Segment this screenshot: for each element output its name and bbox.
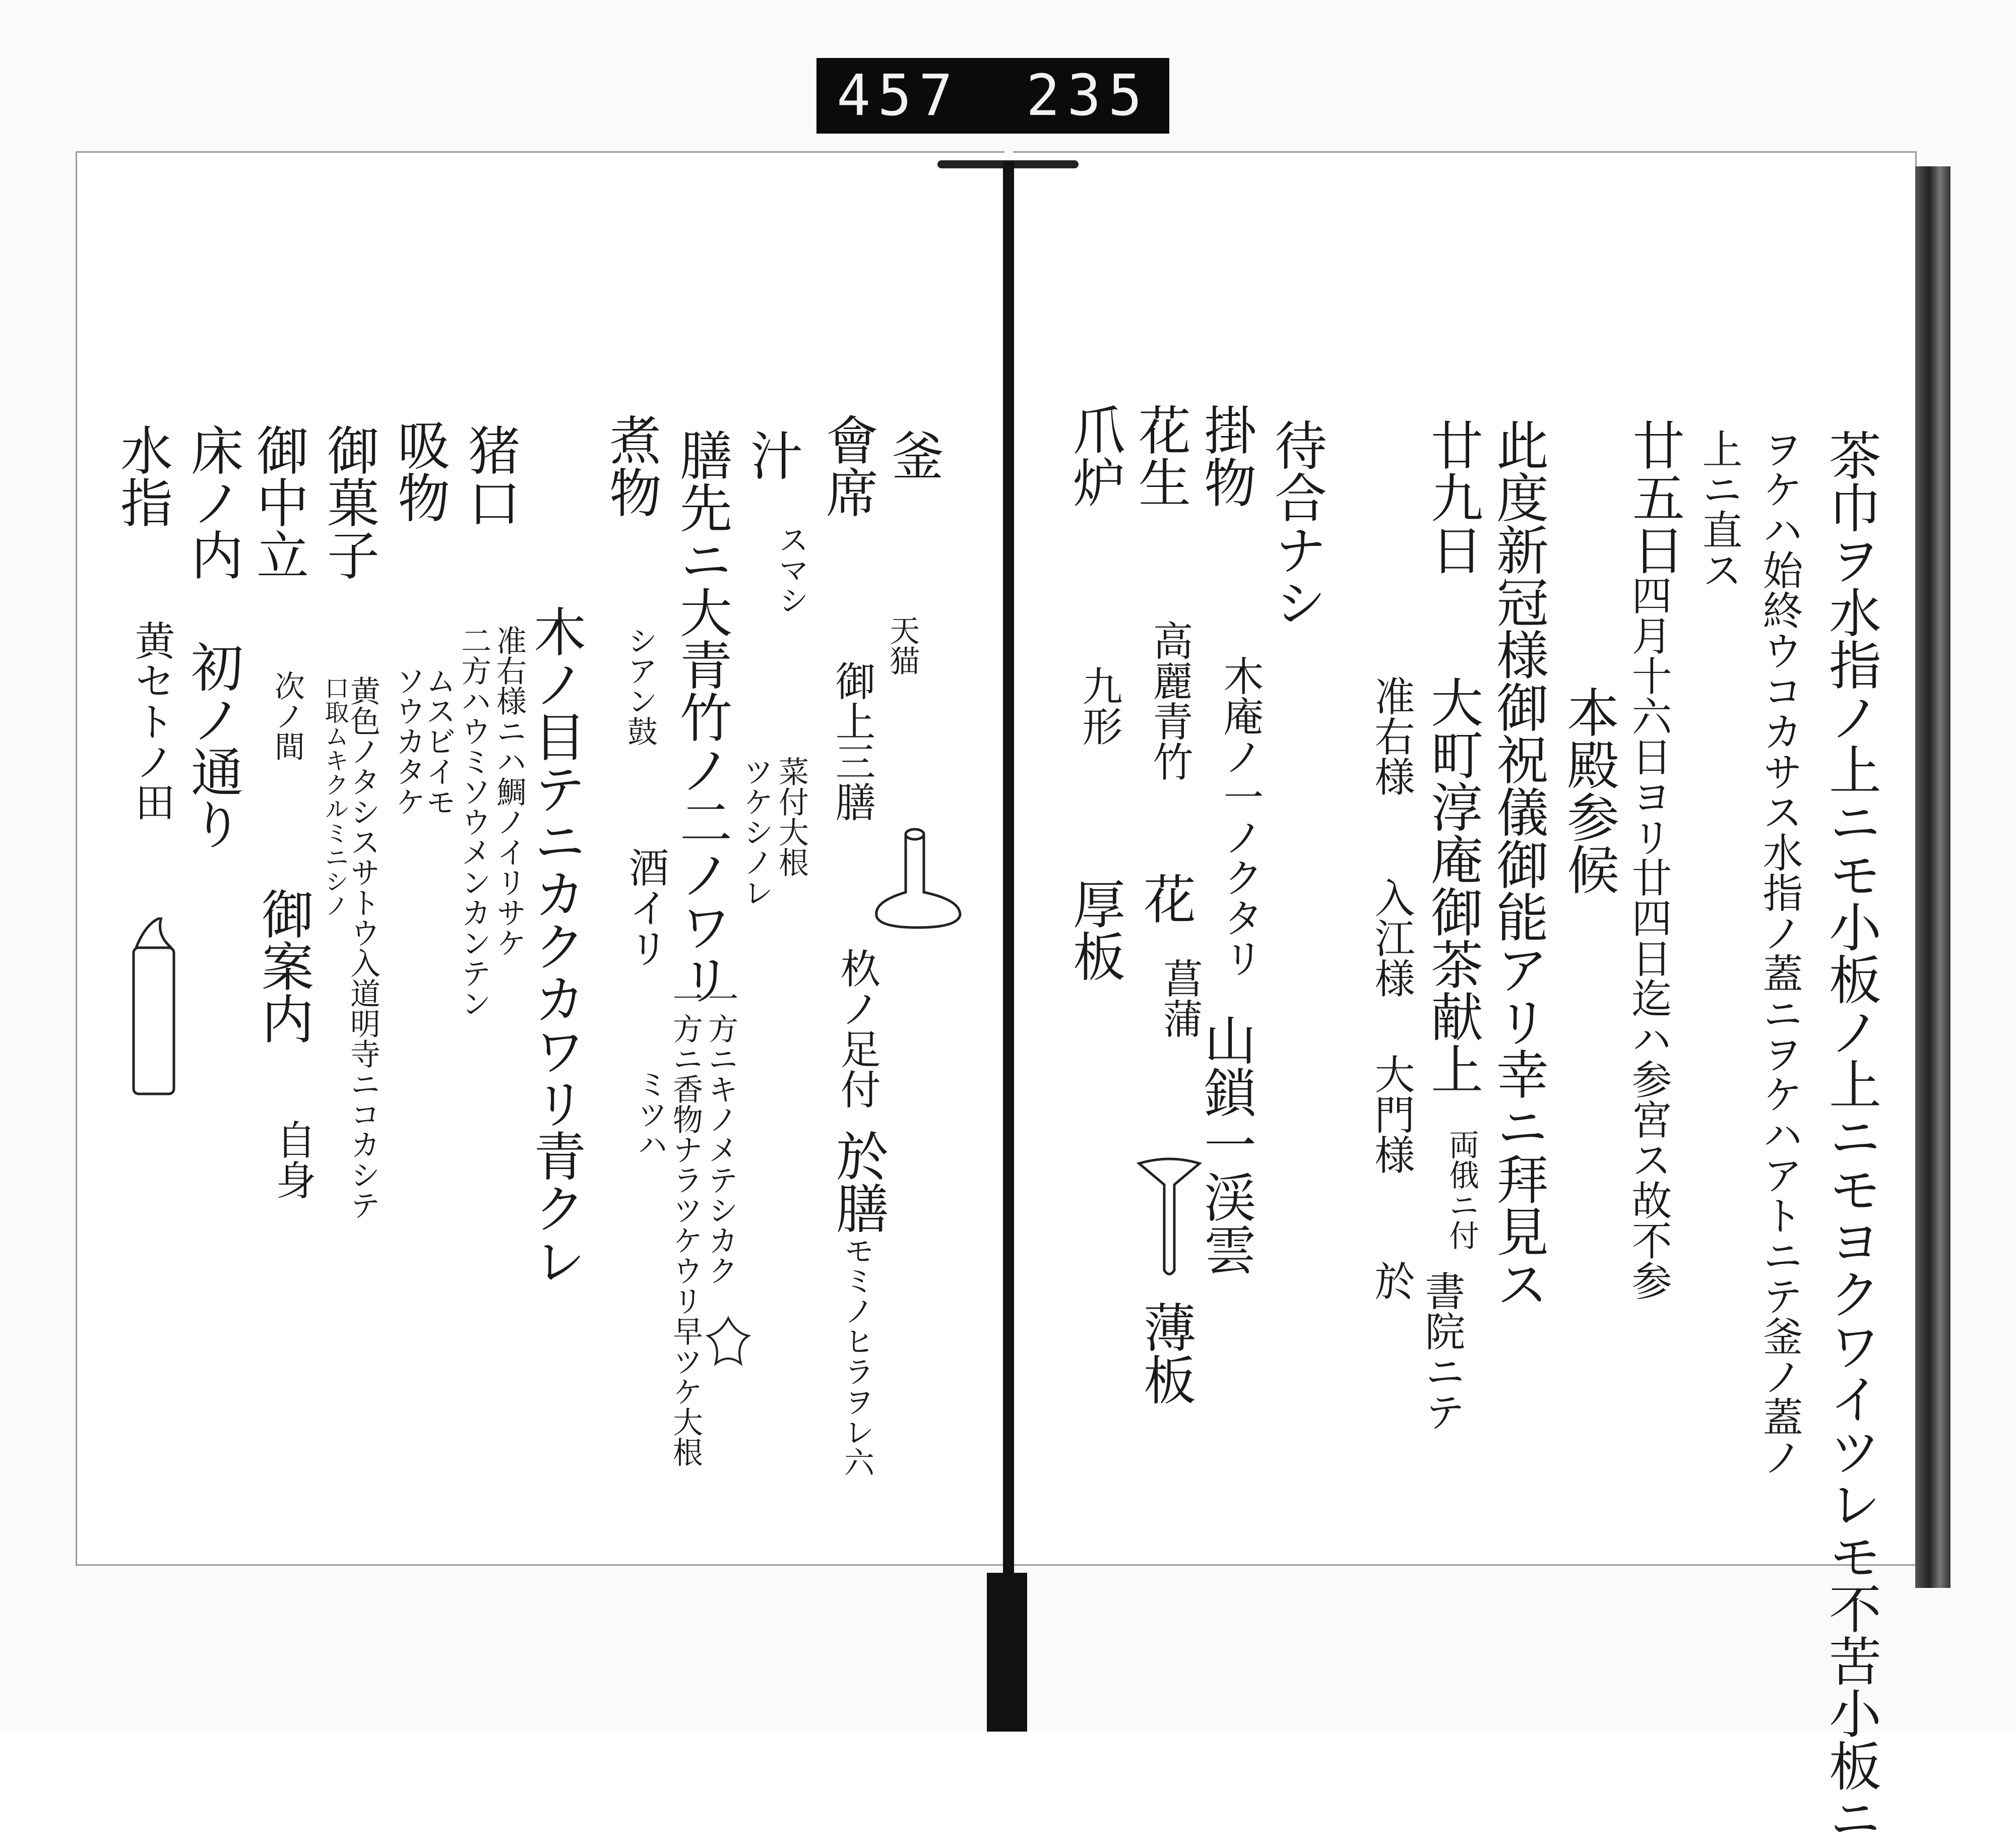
right-col-3: 上ニ直ス — [1695, 428, 1742, 590]
left-col-33: 床ノ内 — [182, 423, 243, 581]
left-col-15: ミツハ — [633, 1069, 668, 1159]
right-col-25: 爪炉 — [1064, 403, 1125, 508]
left-col-6: 於膳 — [827, 1129, 889, 1234]
right-col-16: 待合ナシ — [1266, 418, 1327, 628]
right-col-5: 四月十六日ヨリ廿四日迄ハ参宮ス故不参 — [1625, 575, 1672, 1301]
left-col-17: 一方ニ香物ナラツケウリ早ツケ大根 — [668, 983, 703, 1467]
left-col-20: 猪口 — [459, 423, 521, 528]
left-col-7: モミノヒラヲレ六 — [839, 1235, 874, 1477]
right-col-6: 本殿参候 — [1558, 686, 1619, 895]
right-col-23: 菖蒲 — [1156, 958, 1203, 1038]
right-col-26: 九形 — [1076, 665, 1122, 746]
left-col-14: 酒イリ — [622, 847, 669, 968]
left-col-10: 菜付大根 — [774, 756, 809, 877]
left-col-24: ムスビイモ — [421, 665, 456, 817]
left-col-8: 汁 — [741, 428, 803, 481]
left-col-21: 准右様ニハ鯛ノイリサケ — [491, 625, 527, 958]
left-col-34: 初ノ通り — [182, 640, 243, 850]
left-col-23: 吸物 — [389, 418, 450, 523]
right-col-12: 准右様 — [1368, 675, 1415, 796]
right-col-15: 於 — [1368, 1260, 1415, 1301]
left-col-36: 黄セトノ田 — [128, 620, 175, 822]
tray-leg-sketch — [867, 827, 968, 943]
vase-sketch — [1134, 1154, 1205, 1280]
right-col-24: 薄板 — [1135, 1301, 1196, 1405]
left-col-3: 會席 — [817, 413, 878, 518]
right-col-10: 両俄ニ付 — [1444, 1129, 1479, 1250]
right-col-20: 花生 — [1129, 403, 1191, 508]
folio-right-number: 235 — [1026, 63, 1149, 129]
left-col-1: 釜 — [883, 428, 944, 481]
left-col-4: 御上三膳 — [829, 660, 875, 822]
folio-left-number: 457 — [837, 63, 960, 129]
right-col-14: 大門様 — [1368, 1054, 1415, 1175]
left-col-5: 杦ノ足付 — [834, 948, 880, 1109]
right-col-22: 花 — [1135, 872, 1196, 925]
left-col-32: 自身 — [269, 1119, 316, 1200]
folio-label — [816, 58, 1169, 134]
right-col-8: 廿九日 — [1422, 418, 1483, 576]
left-col-16: 一方ニキノメテシカク — [703, 983, 738, 1285]
left-col-9: スマシ — [774, 524, 809, 615]
left-col-28: 口取ムキクルミニシノ — [321, 675, 349, 917]
left-col-30: 次ノ間 — [270, 670, 305, 761]
left-col-27: 黄色ノタシスサトウ入道明寺ニコカシテ — [345, 675, 381, 1220]
right-col-9: 大町淳庵御茶献上 — [1422, 675, 1483, 1095]
right-col-7: 此度新冠様御祝儀御能アリ幸ニ拜見ス — [1487, 418, 1549, 1310]
right-col-1: 茶巾ヲ水指ノ上ニモ小板ノ上ニモヨクワイツレモ不苦小板ニ — [1820, 428, 1881, 1844]
right-col-21: 高麗青竹 — [1146, 620, 1193, 781]
right-col-27: 厚板 — [1064, 877, 1125, 982]
book-fore-edge — [1915, 166, 1950, 1588]
candle-sketch — [126, 917, 181, 1099]
binding-foot — [987, 1573, 1027, 1732]
left-col-31: 御案内 — [253, 887, 314, 1044]
left-col-12: 膳先ニ大青竹ノ二ノワリ — [671, 428, 732, 1005]
right-col-19: 山鎖一渓雲 — [1195, 1013, 1256, 1275]
left-col-11: ツケシノレ — [738, 756, 774, 907]
book-gutter — [1003, 161, 1014, 1583]
left-col-2: 天猫 — [885, 615, 920, 675]
left-col-19: 木ノ目テニカクカワリ青クレ — [525, 605, 586, 1286]
right-col-2: ヲケハ始終ウコカサス水指ノ蓋ニヲケハアトニテ釜ノ蓋ノ — [1756, 428, 1803, 1477]
right-col-18: 木庵ノ一ノクタリ — [1217, 655, 1264, 978]
left-col-29: 御中立 — [247, 423, 309, 581]
right-col-13: 入江様 — [1368, 877, 1415, 998]
left-col-18: 煮物 — [600, 413, 662, 518]
left-col-22: 二方ハウミソウメンカンテン — [456, 625, 491, 1018]
left-col-13: シアン鼓 — [622, 625, 658, 746]
flower-sketch — [706, 1316, 751, 1371]
left-col-26: 御菓子 — [318, 423, 380, 581]
right-col-4: 廿五日 — [1623, 418, 1685, 576]
right-col-17: 掛物 — [1195, 403, 1256, 508]
left-col-25: ソウカタケ — [391, 665, 426, 817]
right-col-11: 書院ニテ — [1418, 1270, 1465, 1432]
left-col-35: 水指 — [111, 423, 173, 528]
